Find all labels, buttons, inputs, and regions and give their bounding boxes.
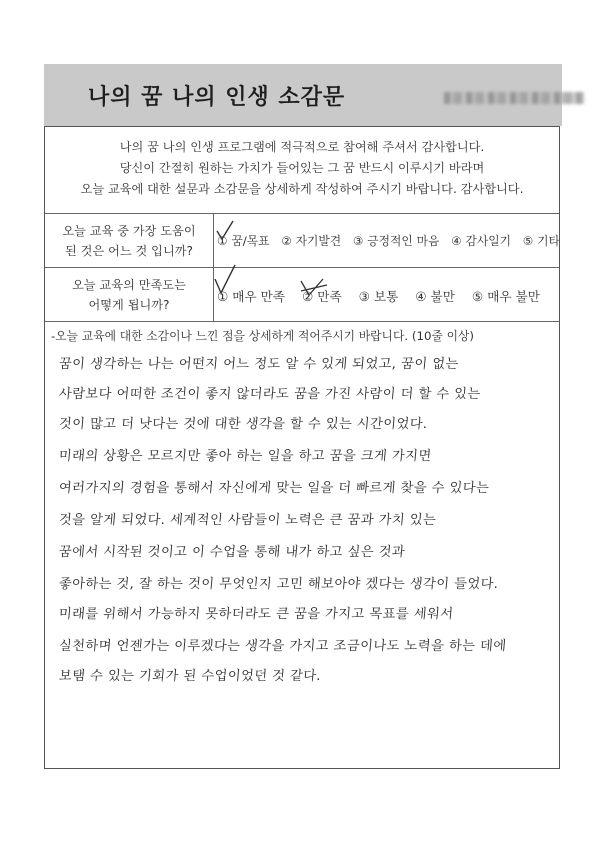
check-mark-icon [211,263,239,297]
intro-line-1: 나의 꿈 나의 인생 프로그램에 적극적으로 참여해 주셔서 감사합니다. [119,140,485,154]
question-2-line-1: 오늘 교육의 만족도는 [72,278,186,292]
intro-line-3: 오늘 교육에 대한 설문과 소감문을 상세하게 작성하여 주시기 바랍니다. 감사합니다. [80,182,524,196]
handwritten-line: 꿈이 생각하는 나는 어떤지 어느 정도 알 수 있게 되었고, 꿈이 없는 [58,357,460,372]
intro-text [45,137,559,200]
q2-option-1[interactable]: ① 매우 만족 [217,289,285,304]
header-bar [44,64,562,126]
question-1-line-2: 된 것은 어느 것 입니까? [65,244,193,258]
divider [45,321,559,322]
q2-option-4[interactable]: ④ 불만 [415,289,455,304]
handwritten-line: 것을 알게 되었다. 세계적인 사람들이 노력은 큰 꿈과 가치 있는 [58,513,437,528]
q2-option-5[interactable]: ⑤ 매우 불만 [471,289,540,304]
check-mark-icon [213,219,237,245]
strikeout-mark-icon [299,277,329,301]
essay-prompt: -오늘 교육에 대한 소감이나 느낀 점을 상세하게 적어주시기 바랍니다. (10줄 이상) [51,329,474,343]
intro-line-2: 당신이 간절히 원하는 가치가 들어있는 그 꿈 반드시 이루시기 바라며 [119,161,485,175]
question-1-options [217,232,568,249]
survey-form [44,126,560,769]
handwritten-line: 여러가지의 경험을 통해서 자신에게 맞는 일을 더 빠르게 찾을 수 있다는 [58,481,490,496]
page-title: 나의 꿈 나의 인생 소감문 [88,85,346,110]
question-1 [45,221,213,261]
q1-option-5[interactable]: ⑤ 기타 [522,234,560,248]
question-2-options [217,286,553,305]
handwritten-line: 미래를 위해서 가능하지 못하더라도 큰 꿈을 가지고 목표를 세워서 [58,607,455,622]
q1-option-1[interactable]: ① 꿈/목표 [217,234,270,248]
handwritten-line: 실천하며 언젠가는 이루겠다는 생각을 가지고 조금이나도 노력을 하는 데에 [58,639,508,654]
handwritten-line: 것이 많고 더 낫다는 것에 대한 생각을 할 수 있는 시간이었다. [58,417,429,432]
handwritten-line: 사람보다 어떠한 조건이 좋지 않더라도 꿈을 가진 사람이 더 할 수 있는 [58,387,482,402]
redacted-name [444,92,584,104]
q1-option-4[interactable]: ④ 감사일기 [451,234,512,248]
q1-option-2[interactable]: ② 자기발견 [281,234,342,248]
q1-option-3[interactable]: ③ 긍정적인 마음 [352,234,440,248]
handwritten-line: 보탬 수 있는 기회가 된 수업이었던 것 같다. [58,669,322,684]
question-1-line-1: 오늘 교육 중 가장 도움이 [62,224,196,238]
q2-option-3[interactable]: ③ 보통 [358,289,399,304]
handwritten-line: 좋아하는 것, 잘 하는 것이 무엇인지 고민 해보아야 겠다는 생각이 들었다. [58,577,500,592]
divider [45,267,559,268]
handwritten-line: 꿈에서 시작된 것이고 이 수업을 통해 내가 하고 싶은 것과 [58,545,406,560]
question-2 [45,275,213,315]
q2-option-2[interactable]: ② 만족 [301,289,342,304]
divider [45,213,559,214]
handwritten-line: 미래의 상황은 모르지만 좋아 하는 일을 하고 꿈을 크게 가지면 [58,449,433,464]
question-2-line-2: 어떻게 됩니까? [88,298,170,312]
